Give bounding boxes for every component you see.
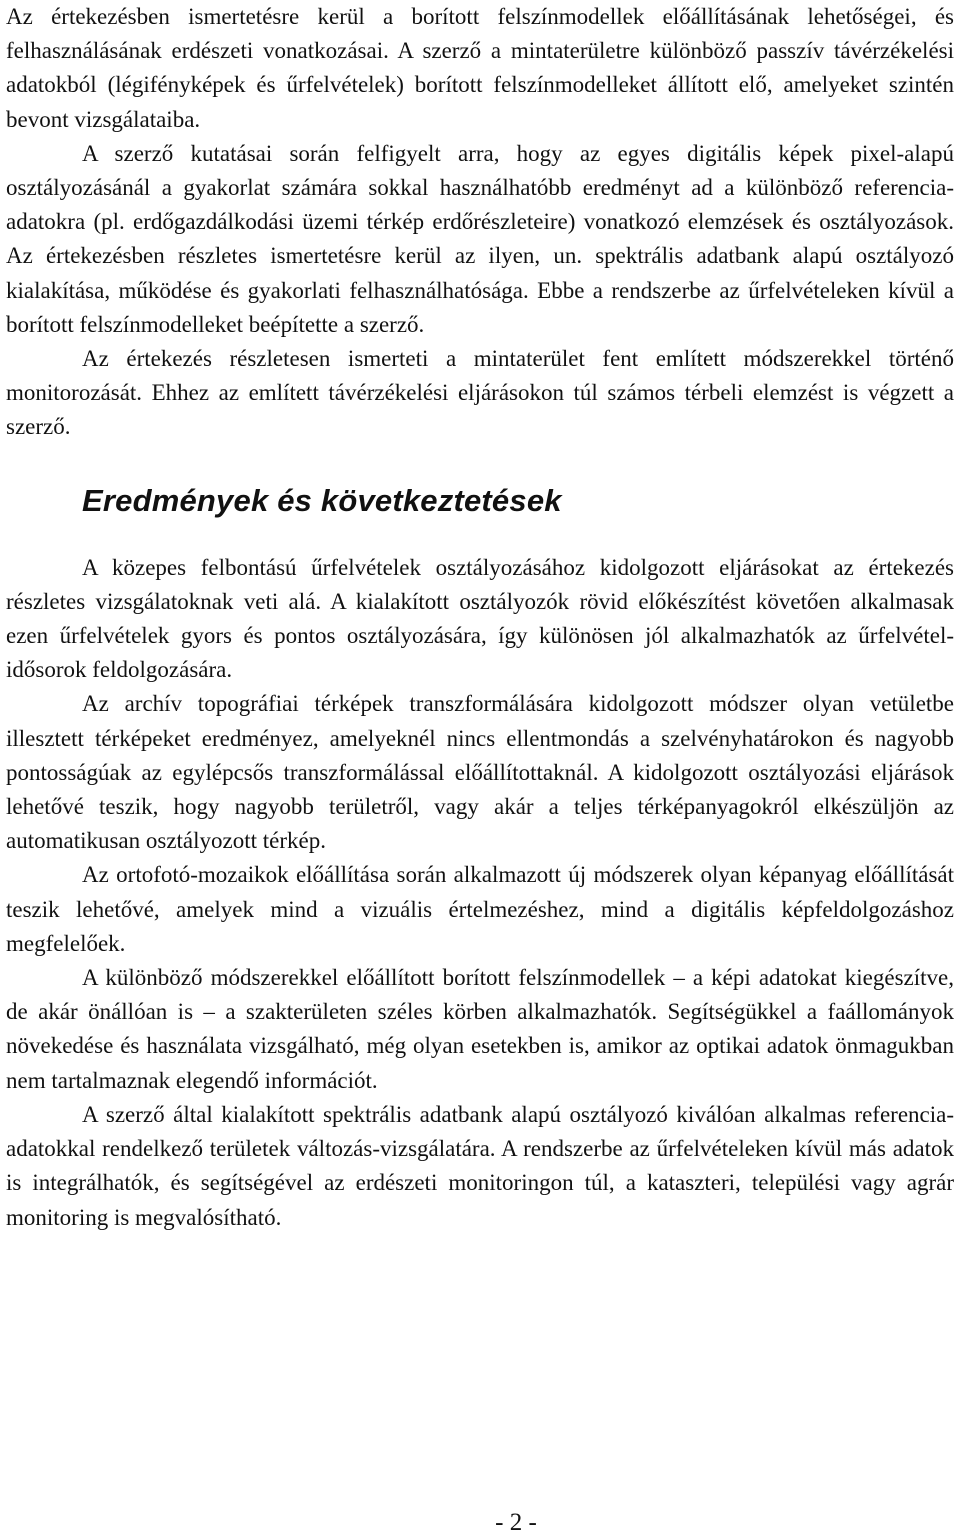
paragraph: Az ortofotó-mozaikok előállítása során alkalmazott új módszerek olyan képanyag előállítását teszik lehetővé, amelyek mind a vizuális értelmezéshez, mind a digitális képfeldolgozáshoz megfelelőek. bbox=[6, 862, 954, 956]
intro-section bbox=[6, 0, 954, 445]
paragraph: A szerző által kialakított spektrális adatbank alapú osztályozó kiválóan alkalmas referencia-adatokkal rendelkező területek változás-vizsgálatára. A rendszerbe az űrfelvételeken kívül más adatok is integrálhatók, és segítségével az erdészeti monitoringon túl, a kataszteri, települési vagy agrár monitoring is megvalósítható. bbox=[6, 1101, 954, 1230]
paragraph: A szerző kutatásai során felfigyelt arra, hogy az egyes digitális képek pixel-alapú osztályozásánál a gyakorlat számára sokkal használhatóbb eredményt ad a különböző referencia-adatokra (pl. erdőgazdálkodási üzemi térkép erdőrészleteire) vonatkozó elemzések és osztályozások. Az értekezésben részletes ismertetésre kerül az ilyen, un. spektrális adatbank alapú osztályozó kialakítása, működése és gyakorlati felhasználhatósága. Ebbe a rendszerbe az űrfelvételeken kívül a borított felszínmodelleket beépítette a szerző. bbox=[6, 140, 954, 337]
paragraph: Az értekezés részletesen ismerteti a mintaterület fent említett módszerekkel történő monitorozását. Ehhez az említett távérzékelési eljárásokon túl számos térbeli elemzést is végzett a szerző. bbox=[6, 346, 954, 440]
document-page bbox=[6, 0, 954, 1235]
paragraph: Az archív topográfiai térképek transzformálására kidolgozott módszer olyan vetületbe illesztett térképeket eredményez, amelyeknél nincs ellentmondás a szelvényhatárokon és nagyobb pontosságúak az egylépcsős transzformálással előállítottaknál. A kidolgozott osztályozási eljárások lehetővé teszik, hogy nagyobb területről, vagy akár a teljes térképanyagokról elkészüljön az automatikusan osztályozott térkép. bbox=[6, 691, 954, 854]
results-section bbox=[6, 551, 954, 1235]
page-number: - 2 - bbox=[495, 1509, 537, 1536]
section-heading: Eredmények és következtetések bbox=[82, 482, 562, 518]
paragraph: A közepes felbontású űrfelvételek osztályozásához kidolgozott eljárásokat az értekezés részletes vizsgálatoknak veti alá. A kialakított osztályozók rövid előkészítést követően alkalmasak ezen űrfelvételek gyors és pontos osztályozására, így különösen jól alkalmazhatók az űrfelvétel-idősorok feldolgozására. bbox=[6, 554, 954, 683]
paragraph: A különböző módszerekkel előállított borított felszínmodellek – a képi adatokat kiegészítve, de akár önállóan is – a szakterületen széles körben alkalmazhatók. Segítségükkel a faállományok növekedése és használata vizsgálható, még olyan esetekben is, amikor az optikai adatok önmagukban nem tartalmaznak elegendő információt. bbox=[6, 965, 954, 1093]
paragraph: Az értekezésben ismertetésre kerül a borított felszínmodellek előállításának lehetőségei, és felhasználásának erdészeti vonatkozásai. A szerző a mintaterületre különböző passzív távérzékelési adatokból (légifényképek és űrfelvételek) borított felszínmodelleket állított elő, amelyeket szintén bevont vizsgálataiba. bbox=[6, 4, 954, 132]
